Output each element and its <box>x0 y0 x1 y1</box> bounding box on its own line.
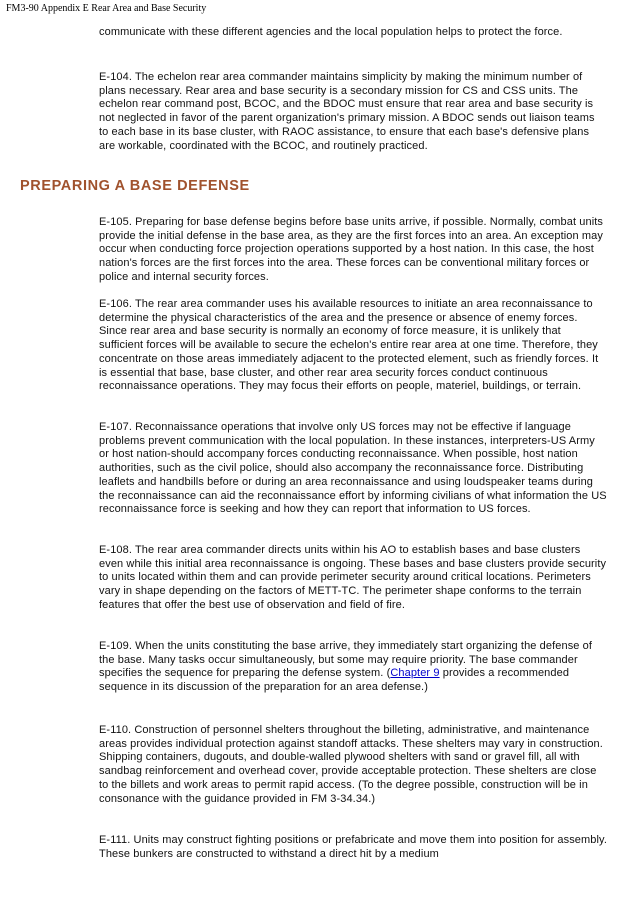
paragraph-intro: communicate with these different agencies and the local population helps to protect the force. <box>99 26 563 38</box>
page-header: FM3-90 Appendix E Rear Area and Base Security <box>6 3 207 14</box>
chapter-9-link[interactable]: Chapter 9 <box>390 667 440 680</box>
paragraph-e108: E-108. The rear area commander directs units within his AO to establish bases and base clusters even while this initial area reconnaissance is ongoing. These bases and base clusters provide security to units located within them and can provide perimeter security around critical locations. Perimeters vary in shape depending on the factors of METT-TC. The perimeter shape conforms to the terrain features that offer the best use of observation and field of fire. <box>99 544 607 611</box>
paragraph-e109 <box>99 640 607 695</box>
paragraph-e109-text: E-109. When the units constituting the base arrive, they immediately start organizing the defense of the base. Many tasks occur simultaneously, but some may require priority. The base commander specifies the sequence for preparing the defense system. ( <box>99 640 593 680</box>
paragraph-e107: E-107. Reconnaissance operations that involve only US forces may not be effective if language problems prevent communication with the local population. In these instances, interpreters-US Army or host nation-should accompany forces conducting reconnaissance. When possible, host nation authorities, such as the civil police, should also accompany the reconnaissance force. Distributing leaflets and handbills before or during an area reconnaissance and using loudspeaker teams during the reconnaissance can aid the reconnaissance effort by informing civilians of what information the US reconnaissance force is seeking and how they can report that information to US forces. <box>99 421 607 516</box>
paragraph-e110: E-110. Construction of personnel shelters throughout the billeting, administrative, and maintenance areas provides individual protection against standoff attacks. These shelters may vary in construction. Shipping containers, dugouts, and double-walled plywood shelters with sand or gravel fill, all with sandbag reinforcement and overhead cover, provide acceptable protection. These shelters are close to the billets and work areas to permit rapid access. (To the degree possible, construction will be in consonance with the guidance provided in FM 3-34.34.) <box>99 724 603 805</box>
paragraph-e111: E-111. Units may construct fighting positions or prefabricate and move them into position for assembly. These bunkers are constructed to withstand a direct hit by a medium <box>99 834 607 860</box>
section-heading: PREPARING A BASE DEFENSE <box>20 178 250 194</box>
paragraph-e109-text-end: provides a recommended sequence in its discussion of the preparation for an area defense.) <box>99 667 570 694</box>
paragraph-e105: E-105. Preparing for base defense begins before base units arrive, if possible. Normally, combat units provide the initial defense in the base area, as they are the first forces into an area. An exception may occur when conducting force projection operations supported by a host nation. In this case, the host nation's forces are the first forces into the area. These forces can be conventional military forces or police and internal security forces. <box>99 216 604 283</box>
paragraph-e104: E-104. The echelon rear area commander maintains simplicity by making the minimum number of plans necessary. Rear area and base security is a secondary mission for CS and CSS units. The echelon rear command post, BCOC, and the BDOC must ensure that rear area and base security is not neglected in favor of the parent organization's primary mission. A BDOC sends out liaison teams to each base in its base cluster, with RAOC assistance, to ensure that each base's defensive plans are workable, coordinated with the BCOC, and routinely practiced. <box>99 71 595 152</box>
paragraph-e106: E-106. The rear area commander uses his available resources to initiate an area reconnaissance to determine the physical characteristics of the area and the presence or absence of enemy forces. Since rear area and base security is normally an economy of force measure, it is unlikely that sufficient forces will be available to secure the echelon's entire rear area at one time. Therefore, they concentrate on those areas immediately adjacent to the protected element, such as friendly forces. It is essential that base, base cluster, and other rear area security forces conduct continuous reconnaissance operations. They may focus their efforts on people, materiel, buildings, or terrain. <box>99 298 599 393</box>
